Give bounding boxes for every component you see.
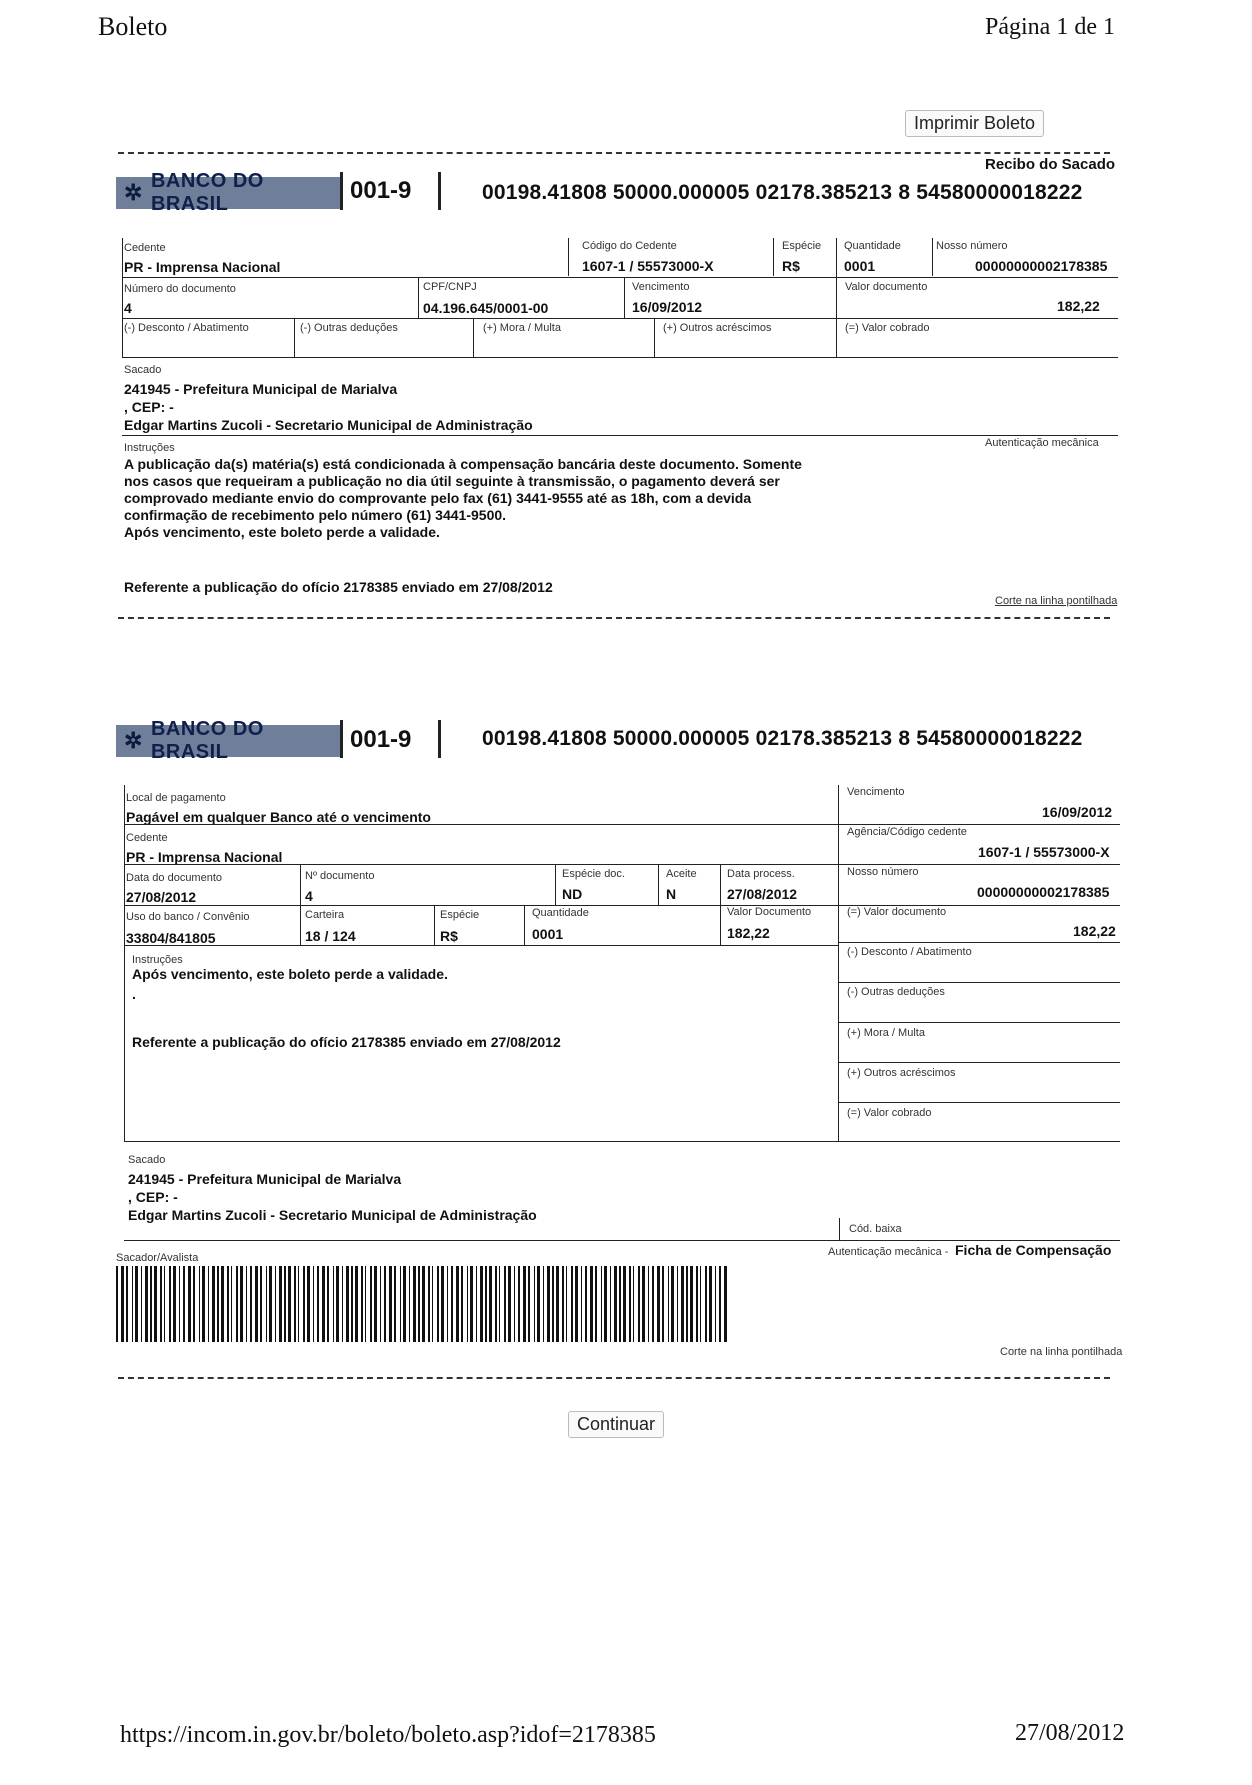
row-line bbox=[838, 942, 1120, 943]
cedente-label: Cedente bbox=[124, 242, 166, 254]
carteira-label: Carteira bbox=[305, 909, 345, 921]
bank-code: 001-9 bbox=[350, 726, 412, 753]
referente-text: Referente a publicação do ofício 2178385 enviado em 27/08/2012 bbox=[132, 1034, 561, 1050]
bank-logo bbox=[116, 170, 340, 215]
autenticacao-label: Autenticação mecânica bbox=[985, 437, 1099, 449]
mora-label: (+) Mora / Multa bbox=[847, 1027, 925, 1039]
nosso-numero-label: Nosso número bbox=[847, 866, 919, 878]
especie-label: Espécie bbox=[782, 240, 822, 252]
row-line bbox=[122, 318, 1118, 319]
divider bbox=[654, 318, 655, 358]
instruction-line-2: nos casos que requeiram a publicação no dia útil seguinte à transmissão, o pagamento deverá ser bbox=[124, 473, 780, 489]
aceite-label: Aceite bbox=[666, 868, 697, 880]
numero-documento-value: 4 bbox=[124, 300, 132, 316]
instruction-line-5: Após vencimento, este boleto perde a validade. bbox=[124, 524, 440, 540]
footer-url: https://incom.in.gov.br/boleto/boleto.asp?idof=2178385 bbox=[120, 1722, 656, 1748]
especie-doc-label: Espécie doc. bbox=[562, 868, 625, 880]
sacador-label: Sacador/Avalista bbox=[116, 1252, 199, 1264]
divider bbox=[294, 318, 295, 358]
instruction-line-1: A publicação da(s) matéria(s) está condicionada à compensação bancária deste documento. Somente bbox=[124, 456, 802, 472]
divider bbox=[340, 720, 343, 758]
row-line bbox=[838, 1022, 1120, 1023]
instruction-line-3: comprovado mediante envio do comprovante pelo fax (61) 3441-9555 até as 18h, com a devida bbox=[124, 490, 752, 506]
valor-cobrado-label: (=) Valor cobrado bbox=[847, 1107, 932, 1119]
cod-baixa-label: Cód. baixa bbox=[849, 1223, 902, 1235]
especie-value: R$ bbox=[440, 928, 458, 944]
row-line bbox=[122, 357, 1118, 358]
continue-button[interactable]: Continuar bbox=[568, 1411, 664, 1438]
row-line bbox=[124, 945, 838, 946]
quantidade-value: 0001 bbox=[532, 926, 564, 942]
data-process-label: Data process. bbox=[727, 868, 795, 880]
data-documento-value: 27/08/2012 bbox=[126, 889, 197, 905]
barcode bbox=[116, 1266, 731, 1342]
outras-deducoes-label: (-) Outras deduções bbox=[847, 986, 945, 998]
row-line bbox=[838, 1102, 1120, 1103]
bank-logo bbox=[116, 718, 340, 763]
page-number: Página 1 de 1 bbox=[985, 14, 1115, 40]
divider bbox=[838, 785, 839, 1141]
divider bbox=[839, 1218, 840, 1240]
ficha-compensacao-title: Ficha de Compensação bbox=[955, 1242, 1112, 1258]
local-value: Pagável em qualquer Banco até o vencimento bbox=[126, 809, 431, 825]
vencimento-value: 16/09/2012 bbox=[1042, 804, 1113, 820]
row-line bbox=[122, 435, 1118, 436]
print-button[interactable]: Imprimir Boleto bbox=[905, 110, 1044, 137]
divider bbox=[773, 238, 774, 276]
instrucoes-label: Instruções bbox=[132, 954, 183, 966]
cedente-value: PR - Imprensa Nacional bbox=[124, 259, 281, 275]
carteira-value: 18 / 124 bbox=[305, 928, 356, 944]
vencimento-label: Vencimento bbox=[847, 786, 905, 798]
autenticacao-label: Autenticação mecânica - bbox=[828, 1246, 949, 1258]
cpf-cnpj-value: 04.196.645/0001-00 bbox=[423, 300, 549, 316]
mora-label: (+) Mora / Multa bbox=[483, 322, 561, 334]
sacado-label: Sacado bbox=[128, 1154, 166, 1166]
vencimento-value: 16/09/2012 bbox=[632, 299, 703, 315]
cedente-label: Cedente bbox=[126, 832, 168, 844]
outros-acrescimos-label: (+) Outros acréscimos bbox=[663, 322, 772, 334]
cut-line bbox=[118, 152, 1110, 154]
nosso-numero-value: 00000000002178385 bbox=[977, 884, 1110, 900]
divider bbox=[438, 720, 441, 758]
cut-line bbox=[118, 617, 1110, 619]
valor-documento-mid-label: Valor Documento bbox=[727, 906, 812, 918]
divider bbox=[124, 785, 125, 1141]
divider bbox=[555, 864, 556, 906]
sacado-line-3: Edgar Martins Zucoli - Secretario Municipal de Administração bbox=[128, 1207, 537, 1223]
especie-doc-value: ND bbox=[562, 886, 583, 902]
divider bbox=[473, 318, 474, 358]
data-process-value: 27/08/2012 bbox=[727, 886, 798, 902]
bank-logo-icon: ✲ bbox=[124, 180, 143, 205]
desconto-label: (-) Desconto / Abatimento bbox=[847, 946, 972, 958]
quantidade-value: 0001 bbox=[844, 258, 876, 274]
quantidade-label: Quantidade bbox=[532, 907, 589, 919]
divider bbox=[122, 238, 123, 358]
local-label: Local de pagamento bbox=[126, 792, 226, 804]
instruction-line-4: confirmação de recebimento pelo número (61) 3441-9500. bbox=[124, 507, 507, 523]
sacado-line-1: 241945 - Prefeitura Municipal de Marialva bbox=[128, 1171, 402, 1187]
sacado-line-2: , CEP: - bbox=[124, 399, 174, 415]
instrucoes-label: Instruções bbox=[124, 442, 175, 454]
row-line bbox=[124, 905, 1120, 906]
divider bbox=[658, 864, 659, 906]
instruction-line-1: Após vencimento, este boleto perde a validade. bbox=[132, 966, 448, 982]
sacado-line-2: , CEP: - bbox=[128, 1189, 178, 1205]
divider bbox=[438, 172, 441, 210]
valor-documento-label: Valor documento bbox=[845, 281, 928, 293]
receipt-section-title: Recibo do Sacado bbox=[985, 156, 1116, 173]
cut-line-label: Corte na linha pontilhada bbox=[1000, 1346, 1123, 1358]
divider bbox=[932, 238, 933, 276]
nosso-numero-value: 00000000002178385 bbox=[975, 258, 1108, 274]
valor-cobrado-label: (=) Valor cobrado bbox=[845, 322, 930, 334]
digitable-line: 00198.41808 50000.000005 02178.385213 8 54580000018222 bbox=[482, 181, 1083, 204]
sacado-label: Sacado bbox=[124, 364, 162, 376]
valor-documento-label: (=) Valor documento bbox=[847, 906, 947, 918]
instruction-dot: . bbox=[132, 986, 136, 1002]
no-documento-value: 4 bbox=[305, 888, 313, 904]
agencia-value: 1607-1 / 55573000-X bbox=[978, 844, 1110, 860]
row-line bbox=[124, 1240, 1120, 1241]
codigo-cedente-label: Código do Cedente bbox=[582, 240, 677, 252]
row-line bbox=[122, 277, 1118, 278]
desconto-label: (-) Desconto / Abatimento bbox=[124, 322, 249, 334]
divider bbox=[418, 277, 419, 319]
page-title: Boleto bbox=[98, 12, 168, 41]
uso-banco-label: Uso do banco / Convênio bbox=[126, 911, 250, 923]
codigo-cedente-value: 1607-1 / 55573000-X bbox=[582, 258, 714, 274]
data-documento-label: Data do documento bbox=[126, 872, 223, 884]
row-line bbox=[124, 864, 1120, 865]
divider bbox=[524, 905, 525, 946]
cut-line-label: Corte na linha pontilhada bbox=[995, 595, 1118, 607]
bank-logo-icon: ✲ bbox=[124, 728, 143, 753]
aceite-value: N bbox=[666, 886, 677, 902]
valor-documento-mid-value: 182,22 bbox=[727, 925, 770, 941]
no-documento-label: Nº documento bbox=[305, 870, 375, 882]
vencimento-label: Vencimento bbox=[632, 281, 690, 293]
valor-documento-value: 182,22 bbox=[1073, 923, 1116, 939]
divider bbox=[340, 172, 343, 210]
quantidade-label: Quantidade bbox=[844, 240, 901, 252]
nosso-numero-label: Nosso número bbox=[936, 240, 1008, 252]
outras-deducoes-label: (-) Outras deduções bbox=[300, 322, 398, 334]
bank-name: BANCO DO BRASIL bbox=[150, 170, 264, 215]
numero-documento-label: Número do documento bbox=[124, 283, 236, 295]
row-line bbox=[838, 1062, 1120, 1063]
digitable-line: 00198.41808 50000.000005 02178.385213 8 54580000018222 bbox=[482, 727, 1083, 750]
cpf-cnpj-label: CPF/CNPJ bbox=[423, 281, 477, 293]
footer-date: 27/08/2012 bbox=[1015, 1720, 1125, 1746]
bank-code: 001-9 bbox=[350, 177, 412, 204]
divider bbox=[624, 277, 625, 319]
agencia-label: Agência/Código cedente bbox=[847, 826, 967, 838]
row-line bbox=[838, 982, 1120, 983]
bank-name: BANCO DO BRASIL bbox=[150, 718, 264, 763]
row-line bbox=[124, 824, 1120, 825]
especie-value: R$ bbox=[782, 258, 800, 274]
valor-documento-value: 182,22 bbox=[1057, 298, 1100, 314]
sacado-line-3: Edgar Martins Zucoli - Secretario Municipal de Administração bbox=[124, 417, 533, 433]
sacado-line-1: 241945 - Prefeitura Municipal de Marialva bbox=[124, 381, 398, 397]
especie-label: Espécie bbox=[440, 909, 480, 921]
uso-banco-value: 33804/841805 bbox=[126, 930, 216, 946]
referente-text: Referente a publicação do ofício 2178385 enviado em 27/08/2012 bbox=[124, 579, 553, 595]
outros-acrescimos-label: (+) Outros acréscimos bbox=[847, 1067, 956, 1079]
divider bbox=[836, 238, 837, 358]
divider bbox=[434, 905, 435, 946]
cedente-value: PR - Imprensa Nacional bbox=[126, 849, 283, 865]
divider bbox=[568, 238, 569, 276]
cut-line bbox=[118, 1377, 1110, 1379]
row-line bbox=[124, 1141, 1120, 1142]
